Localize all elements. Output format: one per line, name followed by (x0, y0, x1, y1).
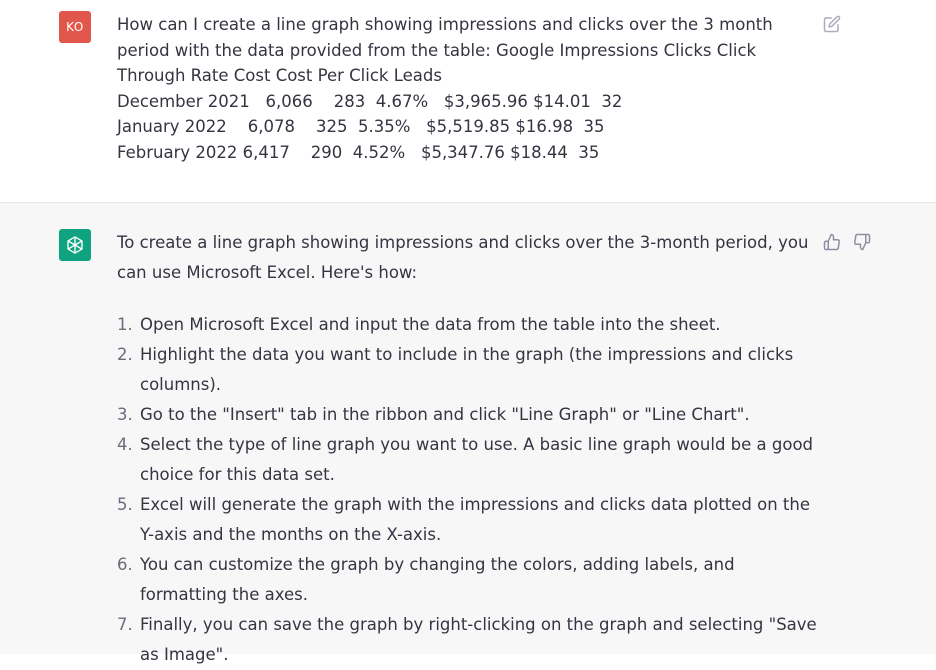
edit-icon (823, 15, 841, 33)
list-item (117, 550, 817, 610)
table-row: February 2022 6,417 290 4.52% $5,347.76 $18.44 35 (117, 142, 600, 162)
assistant-message-text (117, 228, 817, 670)
assistant-message (0, 203, 936, 664)
list-item-text: Finally, you can save the graph by right-clicking on the graph and selecting "Save as Image". (140, 615, 817, 664)
list-item-text: Excel will generate the graph with the impressions and clicks data plotted on the Y-axis and the months on the X-axis. (140, 495, 810, 544)
list-item (117, 490, 817, 550)
list-item-text: Go to the "Insert" tab in the ribbon and click "Line Graph" or "Line Chart". (140, 405, 750, 424)
list-number: 1. (117, 315, 133, 334)
user-message (0, 0, 936, 203)
user-message-intro: How can I create a line graph showing impressions and clicks over the 3 month period with the data provided from the table: Google Impressions Clicks Click Through Rate Cost Cost Per Click Leads (117, 15, 773, 86)
list-item-text: You can customize the graph by changing the colors, adding labels, and formatting the axes. (140, 555, 735, 604)
list-number: 3. (117, 405, 133, 424)
thumbs-up-icon (823, 233, 841, 251)
list-number: 7. (117, 615, 133, 634)
table-row: December 2021 6,066 283 4.67% $3,965.96 $14.01 32 (117, 91, 623, 111)
thumbs-down-button[interactable] (853, 233, 871, 251)
thumbs-up-button[interactable] (823, 233, 841, 251)
list-item (117, 610, 817, 670)
assistant-avatar (59, 229, 91, 261)
assistant-intro: To create a line graph showing impressions and clicks over the 3-month period, you can use Microsoft Excel. Here's how: (117, 233, 809, 282)
user-avatar-initials: KO (66, 20, 84, 34)
list-number: 4. (117, 435, 133, 454)
list-number: 5. (117, 495, 133, 514)
list-item (117, 430, 817, 490)
table-row: January 2022 6,078 325 5.35% $5,519.85 $16.98 35 (117, 117, 605, 137)
edit-button[interactable] (823, 15, 841, 33)
list-number: 6. (117, 555, 133, 574)
list-item-text: Open Microsoft Excel and input the data from the table into the sheet. (140, 315, 721, 334)
list-number: 2. (117, 345, 133, 364)
steps-list (117, 310, 817, 670)
list-item (117, 400, 817, 430)
user-avatar (59, 11, 91, 43)
user-message-text (117, 12, 817, 166)
list-item-text: Select the type of line graph you want to use. A basic line graph would be a good choice for this data set. (140, 435, 814, 484)
thumbs-down-icon (853, 233, 871, 251)
list-item (117, 340, 817, 400)
list-item (117, 310, 817, 340)
openai-logo-icon (64, 234, 86, 256)
list-item-text: Highlight the data you want to include in the graph (the impressions and clicks columns). (140, 345, 794, 394)
